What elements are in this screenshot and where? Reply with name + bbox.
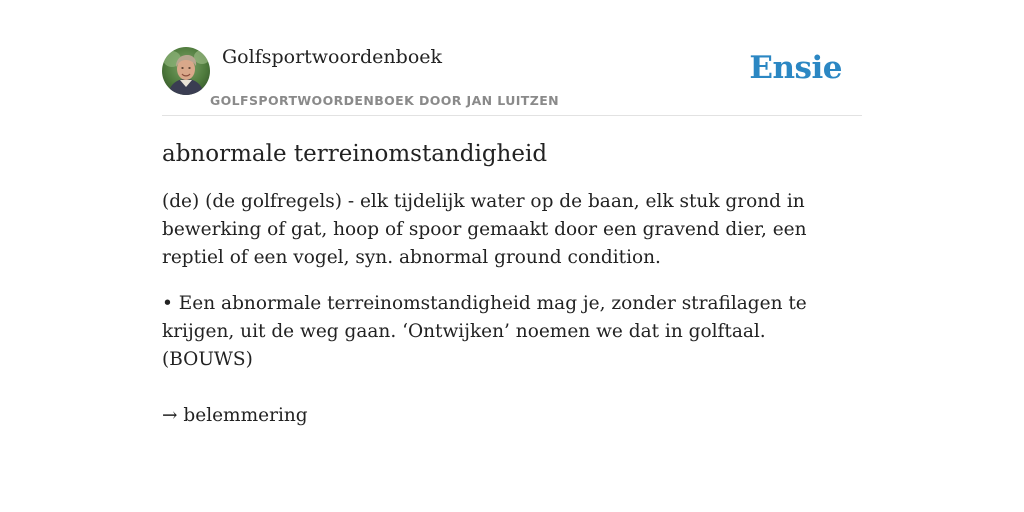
header bbox=[162, 46, 862, 116]
entry-definition: (de) (de golfregels) - elk tijdelijk water op de baan, elk stuk grond in bewerking of gat, hoop of spoor gemaakt door een gravend dier, een reptiel of een vogel, syn. abnormal ground condition. bbox=[162, 191, 807, 268]
entry-example: • Een abnormale terreinomstandigheid mag je, zonder strafilagen te krijgen, uit de weg gaan. ‘Ontwijken’ noemen we dat in golftaal. (BOUWS) bbox=[162, 293, 807, 370]
entry-term: abnormale terreinomstandigheid bbox=[162, 141, 548, 167]
ensie-logo-link[interactable]: Ensie bbox=[749, 50, 842, 86]
avatar-image bbox=[162, 47, 210, 95]
author-avatar[interactable] bbox=[162, 47, 210, 95]
entry-content bbox=[162, 138, 862, 430]
site-subtitle: GOLFSPORTWOORDENBOEK DOOR JAN LUITZEN bbox=[210, 93, 559, 108]
arrow-right-icon: → bbox=[162, 405, 178, 426]
related-term bbox=[162, 402, 862, 430]
site-title-link[interactable]: Golfsportwoordenboek bbox=[222, 46, 443, 68]
related-term-link[interactable]: belemmering bbox=[183, 405, 308, 426]
